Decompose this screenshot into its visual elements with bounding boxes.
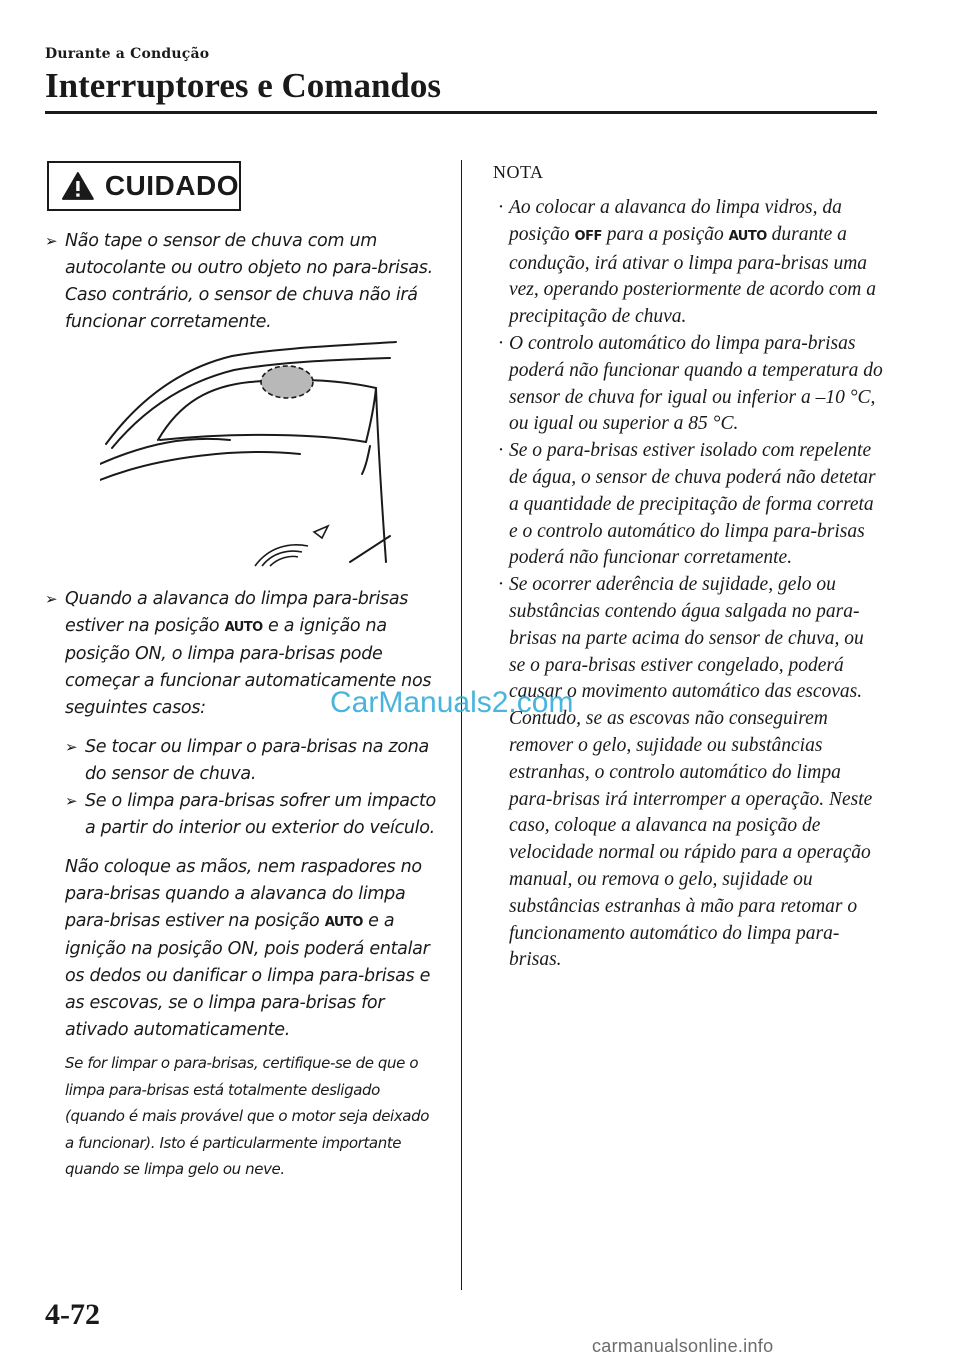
note-item-text: O controlo automático do limpa para-brisas poderá não funcionar quando a temperatura do sensor de chuva for igual ou inferior a –10 °C, ou igual ou superior a 85 °C.	[509, 332, 883, 435]
page-number: 4-72	[45, 1298, 100, 1331]
arrow-bullet-icon: ➢	[65, 738, 78, 756]
auto-badge: AUTO	[728, 228, 767, 244]
caution-sub-bullet	[65, 734, 440, 788]
note-item-text	[509, 195, 883, 331]
auto-badge: AUTO	[224, 620, 263, 635]
warning-icon	[61, 171, 95, 201]
sub-bullet-text: Se o limpa para-brisas sofrer um impacto a partir do interior ou exterior do veículo.	[85, 791, 436, 838]
text-run: e a ignição na posição ON, o limpa para-brisas pode começar a funcionar automaticamente nos seguintes casos:	[65, 616, 432, 718]
watermark-text: CarManuals2.com	[330, 686, 574, 719]
auto-badge: AUTO	[324, 915, 363, 930]
column-divider	[461, 160, 462, 1290]
section-label: Durante a Condução	[45, 46, 210, 62]
dot-bullet-icon: ·	[497, 197, 505, 218]
caution-bullet-text: Não tape o sensor de chuva com um autocolante ou outro objeto no para-brisas. Caso contrário, o sensor de chuva não irá funcionar corretamente.	[65, 231, 433, 332]
caution-bullet	[45, 228, 440, 336]
note-item-text: Se o para-brisas estiver isolado com repelente de água, o sensor de chuva poderá não detetar a quantidade de precipitação de forma correta e o controlo automático do limpa para-brisas poderá não funcionar corretamente.	[509, 440, 876, 569]
text-run: durante a condução, irá ativar o limpa para-brisas uma vez, operando posteriormente de acordo com a precipitação de chuva.	[509, 223, 876, 328]
arrow-bullet-icon: ➢	[65, 792, 78, 810]
footer-site-text: carmanualsonline.info	[592, 1336, 774, 1356]
note-item	[493, 331, 883, 438]
text-run: Não coloque as mãos, nem raspadores no para-brisas quando a alavanca do limpa para-brisas estiver na posição	[65, 857, 422, 931]
note-item	[493, 572, 883, 974]
arrow-bullet-icon: ➢	[45, 590, 58, 608]
caution-label: CUIDADO	[104, 170, 239, 201]
dot-bullet-icon: ·	[497, 332, 505, 354]
note-item	[493, 195, 883, 331]
text-run: e a ignição na posição ON, pois poderá entalar os dedos ou danificar o limpa para-brisas e as escovas, se o limpa para-brisas for ativado automaticamente.	[65, 911, 431, 1040]
caution-small-paragraph: Se for limpar o para-brisas, certifique-se de que o limpa para-brisas está totalmente desligado (quando é mais provável que o motor seja deixado a funcionar). Isto é particularmente importante quando se limpa gelo ou neve.	[65, 1054, 429, 1178]
caution-box	[47, 161, 241, 211]
caution-paragraph	[65, 854, 440, 1044]
note-item-text: Se ocorrer aderência de sujidade, gelo ou substâncias contendo água salgada no para-brisas na parte acima do sensor de chuva, ou se o para-brisas estiver congelado, poderá causar o movimento automático das escovas. Contudo, se as escovas não conseguirem remover o gelo, sujidade ou substâncias estranhas, o controlo automático do limpa para-brisas irá interromper a operação. Neste caso, coloque a alavanca na posição de velocidade normal ou rápido para a operação manual, ou remova o gelo, sujidade ou substâncias estranhas à mão para retomar o funcionamento automático do limpa para-brisas.	[509, 574, 873, 971]
note-heading: NOTA	[493, 162, 544, 182]
sub-bullet-text: Se tocar ou limpar o para-brisas na zona do sensor de chuva.	[85, 737, 429, 784]
dot-bullet-icon: ·	[497, 440, 505, 462]
note-item	[493, 438, 883, 572]
note-list	[493, 195, 883, 974]
header-rule	[45, 111, 877, 114]
off-badge: OFF	[574, 228, 602, 244]
caution-sub-bullet	[65, 788, 440, 842]
arrow-bullet-icon: ➢	[45, 232, 58, 250]
page-title: Interruptores e Comandos	[45, 66, 442, 105]
windshield-illustration	[100, 336, 410, 572]
text-run: para a posição	[601, 223, 729, 245]
dot-bullet-icon: ·	[497, 574, 505, 596]
text-run: Quando a alavanca do limpa para-brisas estiver na posição	[65, 589, 409, 636]
text-run: Ao colocar a alavanca do limpa vidros, da posição	[509, 197, 842, 245]
